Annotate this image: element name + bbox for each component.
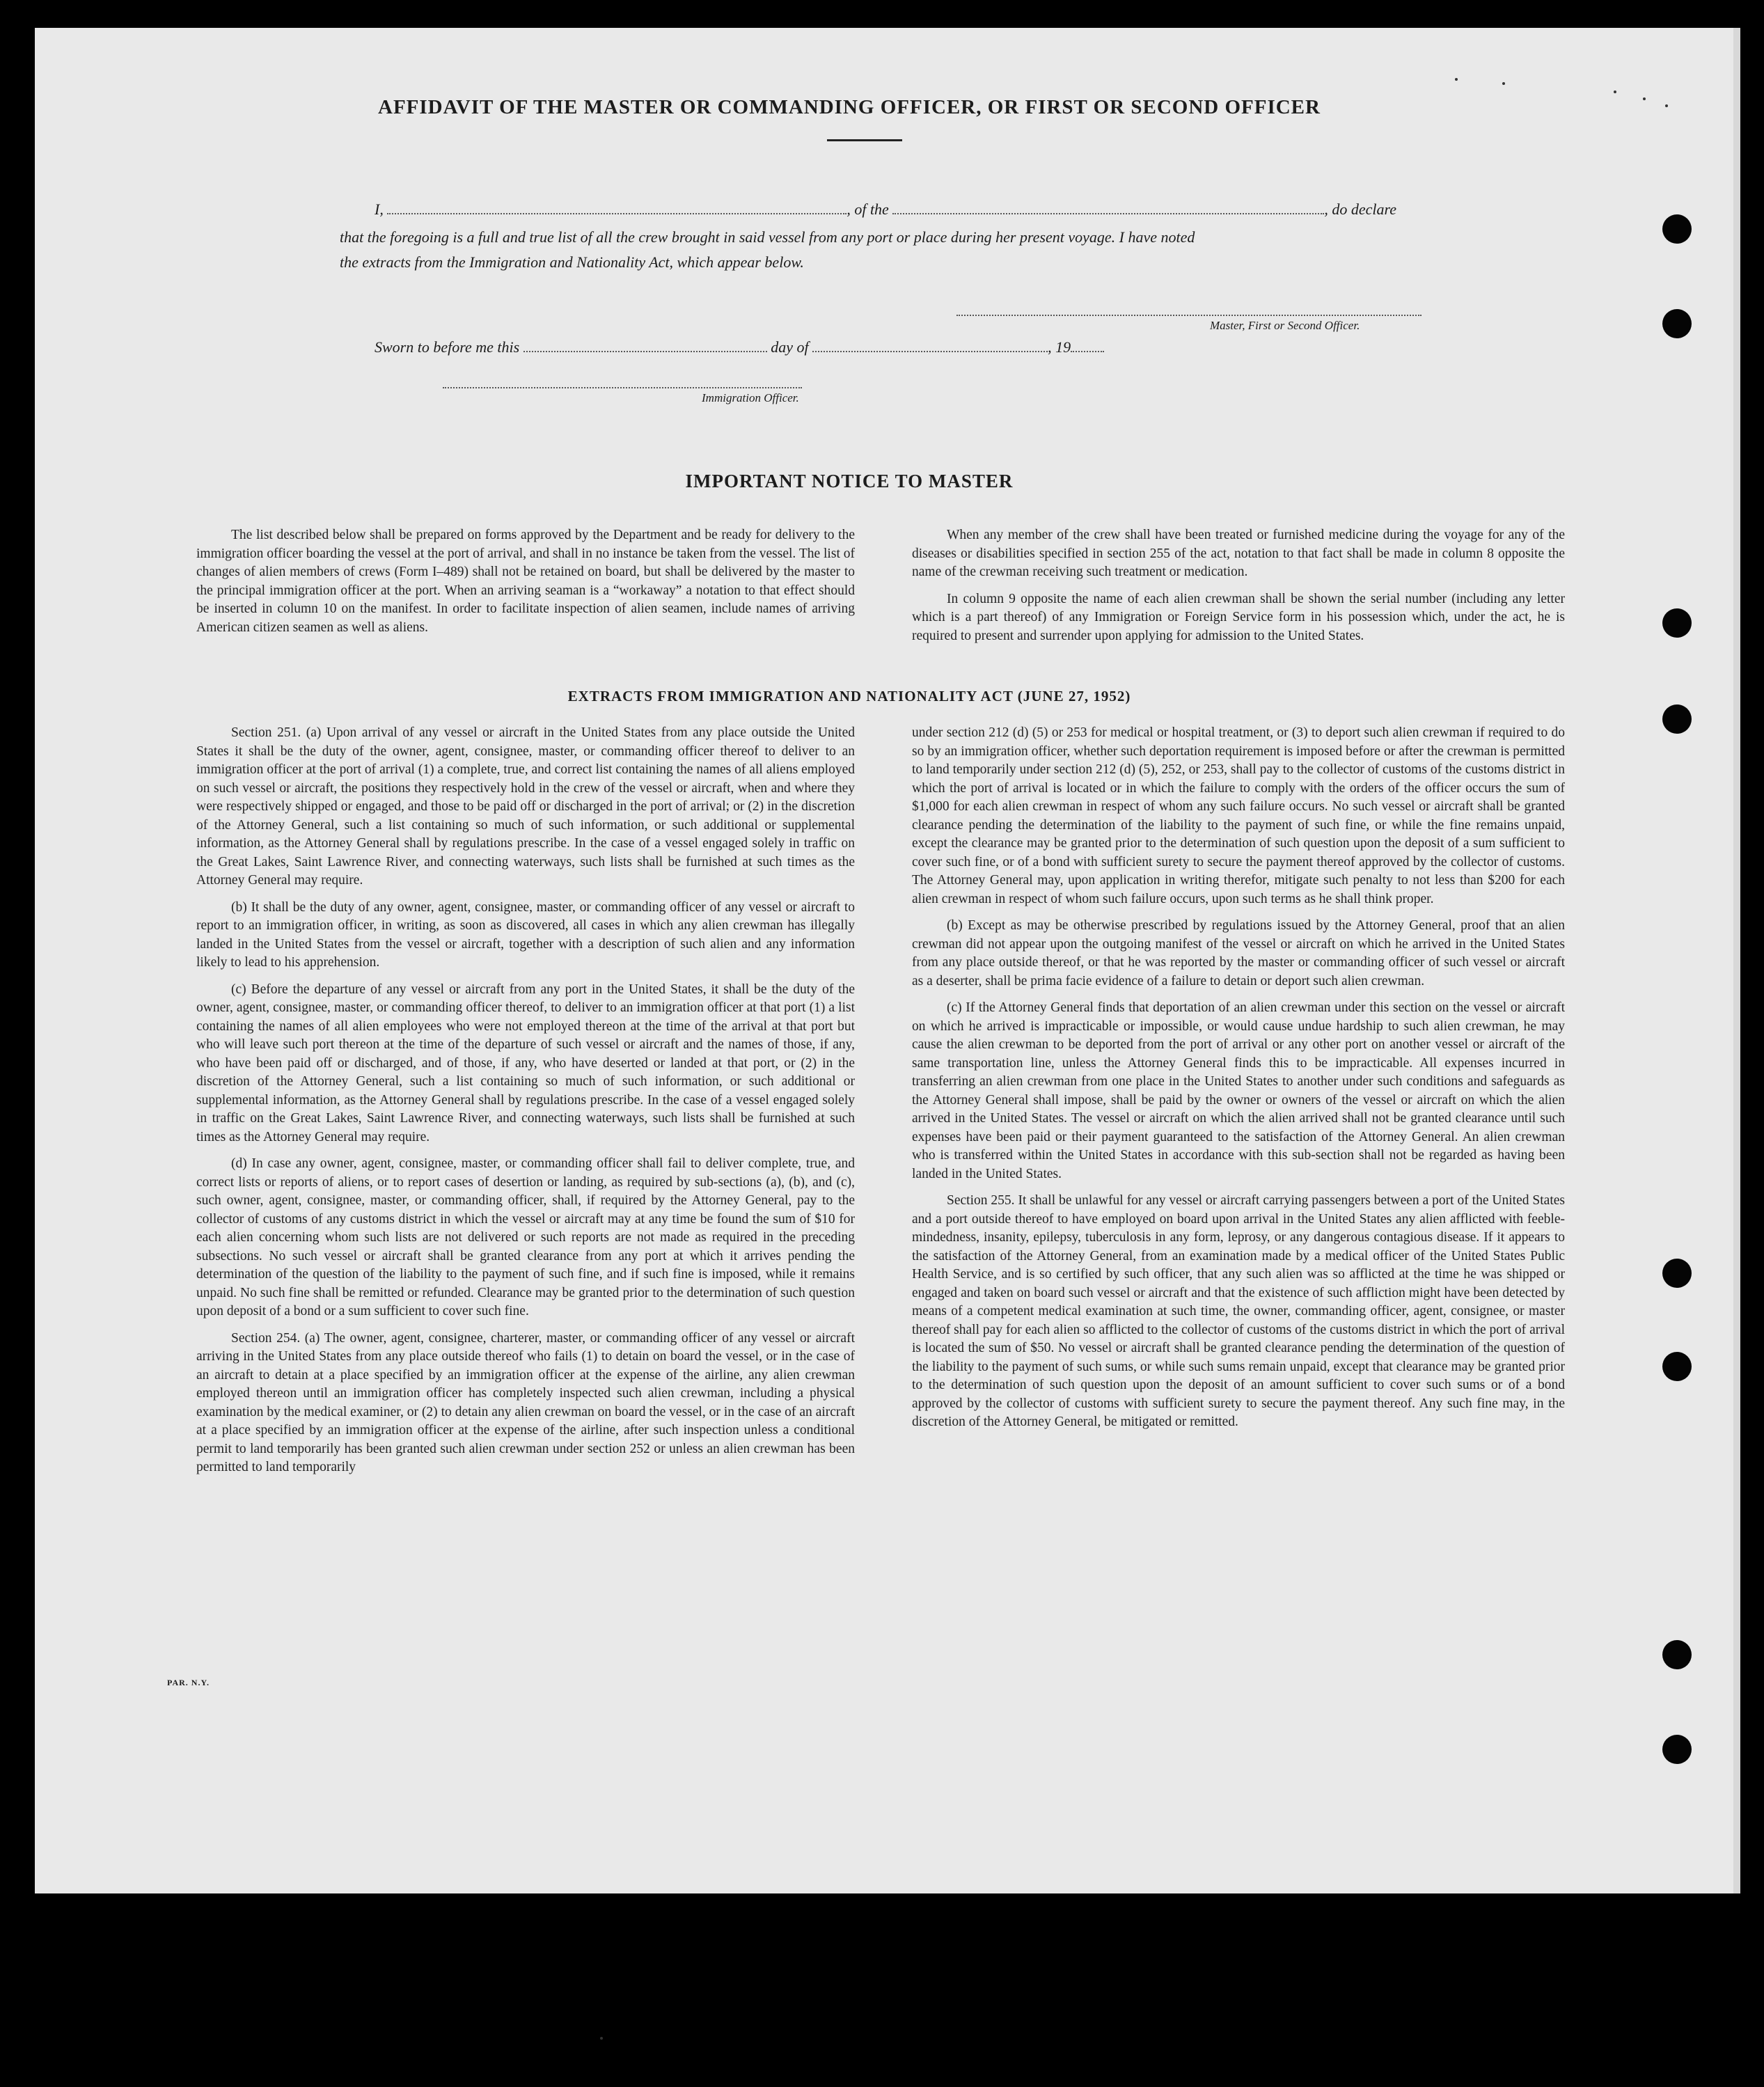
punch-hole — [1662, 214, 1692, 244]
extracts-title: EXTRACTS FROM IMMIGRATION AND NATIONALITY ACT (JUNE 27, 1952) — [567, 688, 1131, 704]
notice-paragraph: The list described below shall be prepared on forms approved by the Department and be ready for delivery to the immigration officer boarding the vessel at the port of arrival, and shall in no instance be taken from the vessel. The list of changes of alien members of crews (Form I–489) shall not be retained on board, but shall be delivered by the master to the principal immigration officer at the port. When an arriving seaman is a “workaway” a notation to that effect should be inserted in column 10 on the manifest. In order to facilitate inspection of alien seamen, include names of arriving American citizen seamen as well as aliens. — [196, 528, 855, 635]
statute-paragraph: Section 255. It shall be unlawful for any vessel or aircraft carrying passengers between a port of the United States and a port outside thereof to have employed on board upon arrival in the United States any alien afflicted with feeble-mindedness, insanity, epilepsy, tuberculosis in any form, leprosy, or any dangerous contagious disease. If it appears to the satisfaction of the Attorney General, from an examination made by a medical officer of the United States Public Health Service, and is so certified by such officer, that any such alien was so afflicted at the time he was shipped or engaged and taken on board such vessel or aircraft and that the existence of such affliction might have been detected by means of a competent medical examination at such time, the owner, commanding officer, agent, consignee, or master thereof shall pay for each alien so afflicted to the collector of customs of the customs district in which the port of arrival is located the sum of $50. No vessel or aircraft shall be granted clearance pending the determination of the question of the liability to the payment of such sums, or while such sums remain unpaid, except that clearance may be granted prior to the determination of such question upon the deposit of an amount sufficient to cover such sums or of a bond approved by the collector of customs with sufficient surety to secure the payment thereof. Any such fine may, in the discretion of the Attorney General, be mitigated or remitted. — [912, 1193, 1565, 1429]
declaration-line-2: that the foregoing is a full and true list of all the crew brought in said vessel from any port or place during her present voyage. I have noted — [340, 228, 1195, 246]
punch-hole — [1662, 1259, 1692, 1288]
punch-hole — [1662, 1735, 1692, 1764]
of-the-label: , of the — [846, 200, 889, 218]
officer-signature-caption: Immigration Officer. — [702, 391, 799, 404]
sworn-line — [375, 338, 1104, 356]
dust-speck — [1502, 82, 1505, 85]
statute-paragraph: (d) In case any owner, agent, consignee, master, or commanding officer shall fail to deliver complete, true, and correct lists or reports of aliens, or to report cases of desertion or landing, as required by sub-sections (a), (b), and (c), such owner, agent, consignee, master, or commanding officer, shall, if required by the Attorney General, pay to the collector of customs of any customs district in which the vessel or aircraft may at any time be found the sum of $10 for each alien concerning whom such lists are not delivered or such reports are not made as required in the preceding subsections. No such vessel or aircraft shall be granted clearance from any port at which it arrives pending the determination of the question of the liability to the payment of such fine, and if such fine is imposed, while it remains unpaid. No such fine shall be remitted or refunded. Clearance may be granted prior to the determination of such question upon deposit of a bond or a sum sufficient to cover such fine. — [196, 1156, 855, 1318]
punch-hole — [1662, 1640, 1692, 1669]
title-divider — [827, 139, 902, 141]
extracts-right-column — [912, 724, 1565, 1440]
statute-paragraph: (b) It shall be the duty of any owner, agent, consignee, master, or commanding officer of any vessel or aircraft to report to an immigration officer, in writing, as soon as discovered, all cases in which any alien crewman has illegally landed in the United States from the vessel or aircraft, together with a description of such alien and any information likely to lead to his apprehension. — [196, 899, 855, 970]
declaration-line-1 — [375, 200, 1396, 219]
do-declare-label: , do declare — [1324, 200, 1396, 218]
day-of-label: day of — [771, 338, 809, 356]
notice-paragraph: When any member of the crew shall have been treated or furnished medicine during the voyage for any of the diseases or disabilities specified in section 255 of the act, notation to that fact shall be made in column 8 opposite the name of the crewman receiving such treatment or medication. — [912, 528, 1565, 579]
affidavit-title: AFFIDAVIT OF THE MASTER OR COMMANDING OFFICER, OR FIRST OR SECOND OFFICER — [378, 96, 1321, 118]
punch-hole — [1662, 608, 1692, 638]
notice-left-column — [196, 526, 855, 645]
notice-right-column — [912, 526, 1565, 654]
sworn-label: Sworn to before me this — [375, 338, 520, 356]
statute-paragraph: Section 251. (a) Upon arrival of any vessel or aircraft in the United States from any place outside the United States it shall be the duty of the owner, agent, consignee, master, or commanding officer thereof to deliver to an immigration officer at the port of arrival (1) a complete, true, and correct list containing the names of all aliens employed on such vessel or aircraft, the positions they respectively hold in the crew of the vessel or aircraft, when and where they were respectively shipped or engaged, and those to be paid off or discharged in the port of arrival; or (2) in the discretion of the Attorney General, such a list containing so much of such information, or such additional or supplemental information, as the Attorney General shall by regulations prescribe. In the case of a vessel engaged solely in traffic on the Great Lakes, Saint Lawrence River, and connecting waterways, such lists shall be furnished at such times as the Attorney General may require. — [196, 725, 855, 888]
sworn-day-field — [523, 340, 767, 352]
officer-signature-line — [443, 387, 802, 388]
declarant-prefix: I, — [375, 200, 384, 218]
statute-paragraph: (c) If the Attorney General finds that deportation of an alien crewman under this section on the vessel or aircraft on which he arrived is impracticable or impossible, or would cause undue hardship to such alien crewman, he may cause the alien crewman to be deported from the port of arrival or any other port on another vessel or aircraft of the same transportation line, unless the Attorney General finds this to be impracticable. All expenses incurred in transferring an alien crewman from one place in the United States to another under such conditions and safeguards as the Attorney General shall impose, shall be paid by the owner or owners of the vessel or aircraft on which the alien arrived in the United States. The vessel or aircraft on which the alien arrived shall not be granted clearance until such expenses have been paid or their payment guaranteed to the satisfaction of the Attorney General. An alien crewman who is transferred within the United States in accordance with this sub-section shall not be regarded as having been landed in the United States. — [912, 1000, 1565, 1181]
statute-paragraph: Section 254. (a) The owner, agent, consignee, charterer, master, or commanding officer of any vessel or aircraft arriving in the United States from any place outside thereof who fails (1) to detain on board the vessel, or in the case of an aircraft to detain at a place specified by an immigration officer at the expense of the airline, any alien crewman employed thereon until an immigration officer has completely inspected such alien crewman, including a physical examination by the medical examiner, or (2) to detain any alien crewman on board the vessel, or in the case of an aircraft at a place specified by an immigration officer at the expense of the airline, after such inspection unless a conditional permit to land temporarily has been granted such alien crewman under section 252 or unless an alien crewman has been permitted to land temporarily — [196, 1330, 855, 1474]
statute-paragraph: under section 212 (d) (5) or 253 for medical or hospital treatment, or (3) to deport such alien crewman if required to do so by an immigration officer, whether such deportation requirement is imposed before or after the crewman is permitted to land temporarily under section 212 (d) (5), 252, or 253, shall pay to the collector of customs of the customs district in which the port of arrival is located or in which the failure to comply with the orders of the officer occurs the sum of $1,000 for each alien crewman in respect of whom any such failure occurs. No such vessel or aircraft shall be granted clearance pending the determination of the liability to the payment of such fine, or while the fine remains unpaid, except the clearance may be granted prior to the determination of such question upon the deposit of a sum sufficient to cover such fine, or of a bond with sufficient surety to secure the payment thereof approved by the collector of customs. The Attorney General may, upon application in writing therefor, mitigate such penalty to not less than $200 for each alien crewman in respect of whom such failure occurs, upon such terms as he shall think proper. — [912, 725, 1565, 906]
printer-mark: PAR. N.Y. — [167, 1678, 210, 1687]
notice-paragraph: In column 9 opposite the name of each alien crewman shall be shown the serial number (including any letter which is a part thereof) of any Immigration or Foreign Service form in his possession which, under the act, he is required to present and surrender upon applying for admission to the United States. — [912, 591, 1565, 643]
punch-hole — [1662, 704, 1692, 734]
statute-paragraph: (b) Except as may be otherwise prescribed by regulations issued by the Attorney General, proof that an alien crewman did not appear upon the outgoing manifest of the vessel or aircraft on which he arrived in the United States from any place outside thereof, or that he was reported by the master or commanding officer of such vessel or aircraft as a deserter, shall be prima facie evidence of a failure to detain or deport such alien crewman. — [912, 918, 1565, 989]
sworn-year-field — [1071, 340, 1104, 352]
dust-speck — [1455, 78, 1458, 81]
dust-speck — [1614, 90, 1616, 93]
master-signature-line — [956, 315, 1422, 316]
dust-speck — [600, 2037, 603, 2040]
declarant-name-field — [387, 202, 846, 214]
statute-paragraph: (c) Before the departure of any vessel or aircraft from any port in the United States, it shall be the duty of the owner, agent, consignee, master, or commanding officer thereof, to deliver to an immigration officer at that port (1) a list containing the names of all alien employees who were not employed thereon at the time of the arrival at that port but who will leave such port thereon at the time of the departure of such vessel or aircraft and the names of those, if any, who have been paid off or discharged, and of those, if any, who have deserted or landed at that port, or (2) in the discretion of the Attorney General, such a list containing so much of such information, or such additional or supplemental information, as the Attorney General shall by regulations prescribe. In the case of a vessel engaged solely in traffic on the Great Lakes, Saint Lawrence River, and connecting waterways, such lists shall be furnished at such times as the Attorney General may require. — [196, 982, 855, 1144]
declaration-line-3: the extracts from the Immigration and Nationality Act, which appear below. — [340, 253, 804, 271]
year-label: , 19 — [1048, 338, 1071, 356]
extracts-left-column — [196, 724, 855, 1486]
sworn-month-field — [812, 340, 1048, 352]
punch-hole — [1662, 1352, 1692, 1381]
notice-title: IMPORTANT NOTICE TO MASTER — [685, 471, 1014, 491]
master-signature-caption: Master, First or Second Officer. — [1210, 319, 1360, 332]
punch-hole — [1662, 309, 1692, 338]
vessel-name-field — [892, 202, 1324, 214]
